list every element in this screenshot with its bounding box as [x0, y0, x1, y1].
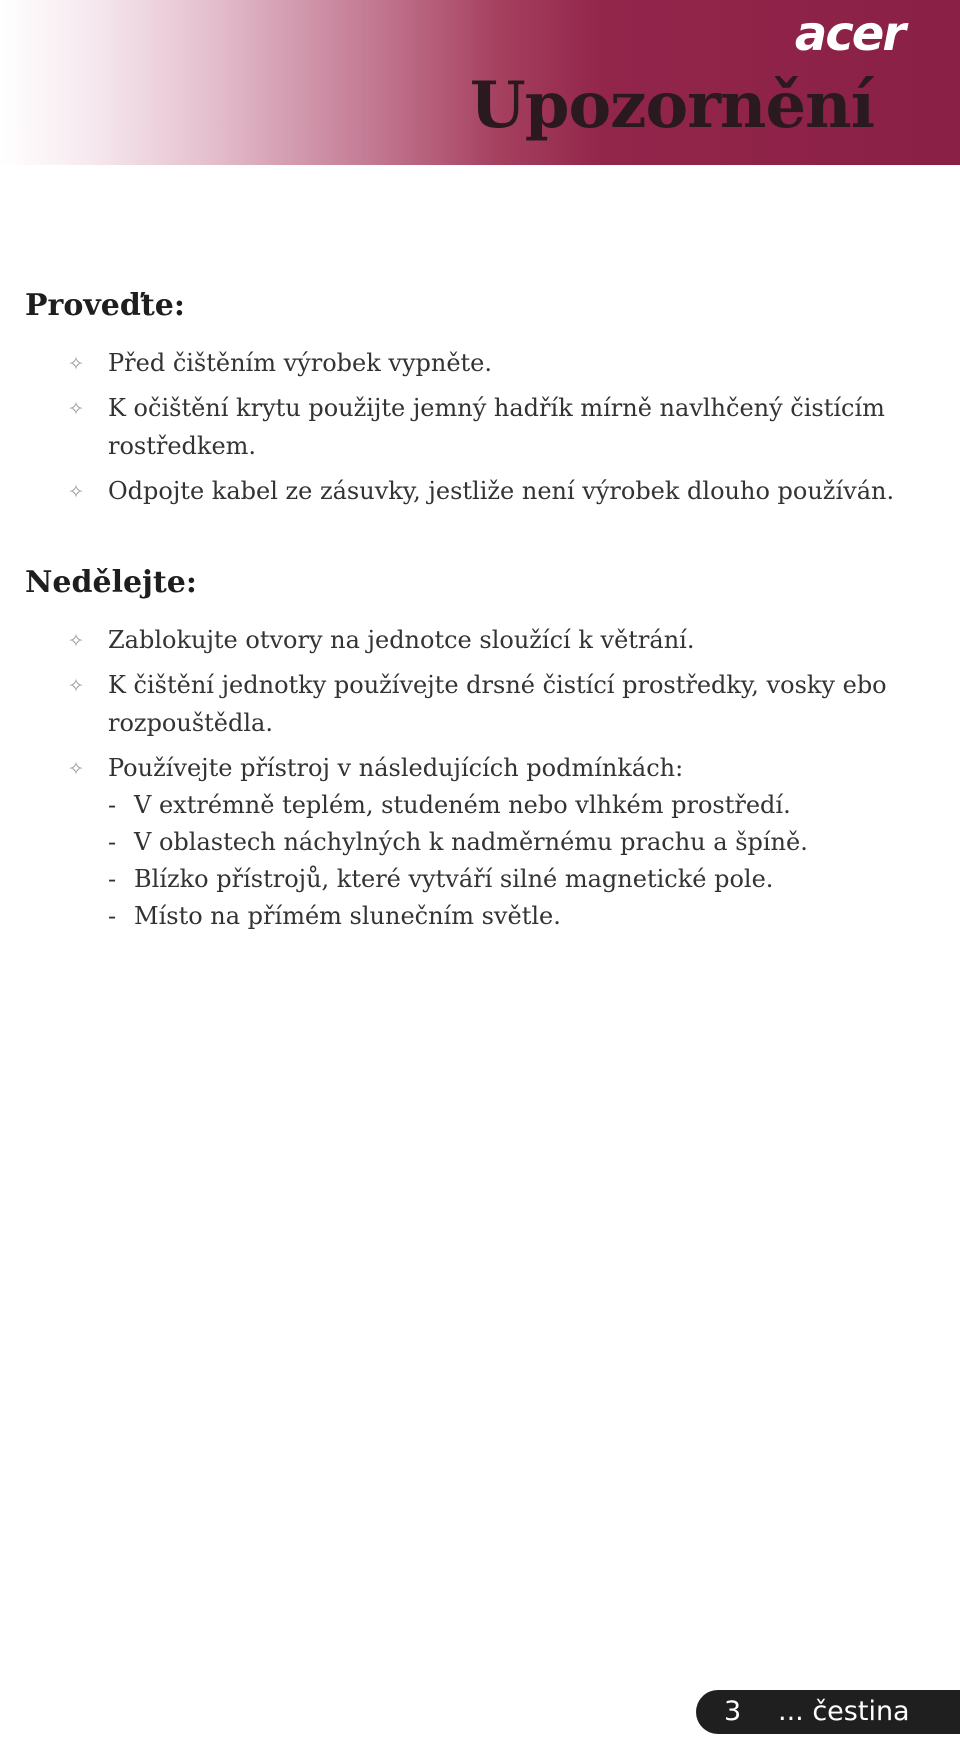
list-item: [0, 666, 960, 742]
list-item-text: Zablokujte otvory na jednotce sloužící k větrání.: [108, 626, 695, 654]
four-point-star-icon: ✧: [68, 398, 84, 420]
condition-item: [108, 861, 900, 898]
four-point-star-icon: ✧: [68, 353, 84, 375]
four-point-star-icon: ✧: [68, 758, 84, 780]
list-item: [0, 749, 960, 935]
list-item: [0, 472, 960, 510]
page-language: ... čestina: [778, 1696, 910, 1727]
conditions-list: [108, 787, 900, 935]
list-item-text: K čištění jednotky používejte drsné čistící prostředky, vosky ebo rozpouštědla.: [108, 671, 887, 737]
dash-marker: -: [108, 902, 117, 930]
page-title: Upozornění: [469, 68, 874, 143]
dash-marker: -: [108, 828, 117, 856]
dont-list: [0, 621, 960, 942]
four-point-star-icon: ✧: [68, 630, 84, 652]
header-band: [0, 0, 960, 165]
dash-marker: -: [108, 865, 117, 893]
condition-text: V oblastech náchylných k nadměrnému prachu a špíně.: [134, 828, 808, 856]
list-item-text: Před čištěním výrobek vypněte.: [108, 349, 493, 377]
list-item: [0, 344, 960, 382]
list-item-text: Odpojte kabel ze zásuvky, jestliže není výrobek dlouho používán.: [108, 477, 895, 505]
section-heading-dont: Nedělejte:: [25, 565, 197, 600]
condition-item: [108, 787, 900, 824]
four-point-star-icon: ✧: [68, 675, 84, 697]
section-heading-do: Proveďte:: [25, 288, 185, 323]
page-number: 3: [724, 1696, 742, 1727]
condition-item: [108, 824, 900, 861]
condition-text: Blízko přístrojů, které vytváří silné magnetické pole.: [134, 865, 774, 893]
condition-text: V extrémně teplém, studeném nebo vlhkém prostředí.: [134, 791, 791, 819]
list-item: [0, 389, 960, 465]
list-item-text: Používejte přístroj v následujících podmínkách:: [108, 754, 684, 782]
do-list: [0, 344, 960, 517]
condition-text: Místo na přímém slunečním světle.: [134, 902, 561, 930]
page-footer-tab: [696, 1690, 960, 1734]
acer-logo: acer: [794, 6, 904, 62]
condition-item: [108, 898, 900, 935]
dash-marker: -: [108, 791, 117, 819]
list-item-text: K očištění krytu použijte jemný hadřík mírně navlhčený čistícím rostředkem.: [108, 394, 885, 460]
four-point-star-icon: ✧: [68, 481, 84, 503]
list-item: [0, 621, 960, 659]
